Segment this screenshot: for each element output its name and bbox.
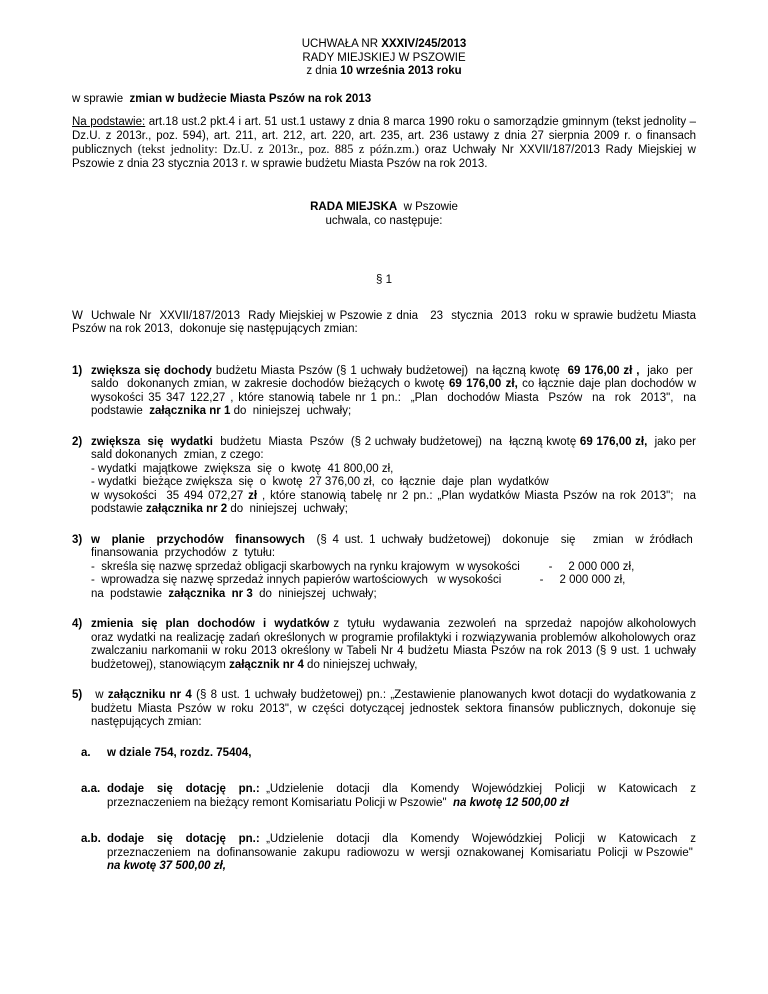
section-mark: § 1 — [376, 274, 392, 286]
sub-item-aa-label: a.a. — [81, 783, 101, 795]
sub-item-aa-body: dodaje się dotację pn.: „Udzielenie dotacji dla Komendy Wojewódzkiej Policji w Katowicach z przeznaczeniem na bieżący remont Komisariatu Policji w Pszowie" na kwotę 12 500,00 zł — [107, 783, 696, 809]
list-item-1-label: 1) — [72, 364, 83, 377]
council-name-line: RADA MIEJSKA w Pszowie — [310, 201, 458, 213]
council-resolves-line: uchwala, co następuje: — [325, 214, 443, 227]
sub-item-ab — [72, 833, 696, 874]
list-item-3-body: w planie przychodów finansowych (§ 4 ust. 1 uchwały budżetowej) dokonuje się zmian w źródłach finansowania przychodów z tytułu: - skreśla się nazwę sprzedaż obligacji skarbowych na rynku krajowym w wysokości - 2 000 000 zł, - wprowadza się nazwę sprzedaż innych papierów wartościowych w wysokości - 2 000 000 zł, na podstawie załącznika nr 3 do niniejszej uchwały; — [91, 533, 696, 600]
sub-item-ab-body: dodaje się dotację pn.: „Udzielenie dotacji dla Komendy Wojewódzkiej Policji w Katowicach z przeznaczeniem na dofinansowanie zakupu radiowozu w wersji oznakowanej Komisariatu Policji w Pszowie" na kwotę 37 500,00 zł, — [107, 833, 696, 872]
list-item-3 — [72, 534, 696, 602]
intro-paragraph: W Uchwale Nr XXVII/187/2013 Rady Miejskiej w Pszowie z dnia 23 stycznia 2013 roku w sprawie budżetu Miasta Pszów na rok 2013, dokonuje się następujących zmian: — [72, 309, 696, 335]
council-heading — [72, 201, 696, 228]
sub-item-a-body: w dziale 754, rozdz. 75404, — [107, 746, 252, 759]
list-item-2-body: zwiększa się wydatki budżetu Miasta Pszów (§ 2 uchwały budżetowej) na łączną kwotę 69 176,00 zł, jako per sald dokonanych zmian, z czego: - wydatki majątkowe zwiększa się o kwotę 41 800,00 zł, - wydatki bieżące zwiększa się o kwotę 27 376,00 zł, co łącznie daje plan wydatków w wysokości 35 494 072,27 zł , które stanowią tabelę nr 2 pn.: „Plan wydatków Miasta Pszów na rok 2013"; na podstawie załącznika nr 2 do niniejszej uchwały; — [91, 435, 697, 515]
document-title — [72, 38, 696, 79]
title-line-council-name: RADY MIEJSKIEJ W PSZOWIE — [302, 51, 466, 64]
list-item-4 — [72, 618, 696, 672]
sub-item-aa — [72, 783, 696, 810]
sub-item-a-label: a. — [81, 746, 91, 759]
list-item-2-label: 2) — [72, 435, 83, 448]
list-item-2 — [72, 436, 696, 517]
list-item-3-label: 3) — [72, 533, 83, 546]
list-item-5-body: w załączniku nr 4 (§ 8 ust. 1 uchwały budżetowej) pn.: „Zestawienie planowanych kwot dotacji do wydatkowania z budżetu Miasta Pszów w roku 2013", w części dotyczącej jednostek sektora finansów publicznych, dokonuje się następujących zmian: — [91, 689, 696, 728]
sub-item-ab-label: a.b. — [81, 833, 101, 845]
list-item-1 — [72, 365, 696, 419]
list-item-5-label: 5) — [72, 689, 83, 701]
sub-item-a — [72, 747, 696, 761]
list-item-4-label: 4) — [72, 618, 83, 630]
title-line-date: z dnia 10 września 2013 roku — [306, 65, 462, 77]
list-item-5 — [72, 689, 696, 730]
title-line-resolution-number: UCHWAŁA NR XXXIV/245/2013 — [301, 38, 467, 50]
legal-basis-paragraph: Na podstawie: art.18 ust.2 pkt.4 i art. 51 ust.1 ustawy z dnia 8 marca 1990 roku o samorządzie gminnym (tekst jednolity – Dz.U. z 2013r., poz. 594), art. 211, art. 212, art. 220, art. 235, art. 236 ustawy z dnia 27 sierpnia 2009 r. o finansach publicznych (tekst jednolity: Dz.U. z 2013r., poz. 885 z późn.zm.) oraz Uchwały Nr XXVII/187/2013 Rady Miejskiej w Pszowie z dnia 23 stycznia 2013 r. w sprawie budżetu Miasta Pszów na rok 2013. — [72, 116, 697, 170]
list-item-4-body: zmienia się plan dochodów i wydatków z tytułu wydawania zezwoleń na sprzedaż napojów alkoholowych oraz wydatki na realizację zadań określonych w programie profilaktyki i rozwiązywania problemów alkoholowych oraz zwalczaniu narkomanii w roku 2013 określony w Tabeli Nr 4 budżetu Miasta Pszów na rok 2013 (§ 9 ust. 1 uchwały budżetowej), stanowiącym załącznik nr 4 do niniejszej uchwały, — [91, 618, 696, 671]
subject-line: w sprawie zmian w budżecie Miasta Pszów na rok 2013 — [72, 92, 372, 105]
list-item-1-body: zwiększa się dochody budżetu Miasta Pszów (§ 1 uchwały budżetowej) na łączną kwotę 69 176,00 zł , jako per saldo dokonanych zmian, w zakresie dochodów bieżących o kwotę 69 176,00 zł, co łącznie daje plan dochodów w wysokości 35 347 122,27 , które stanowią tabele nr 1 pn.: „Plan dochodów Miasta Pszów na rok 2013", na podstawie załącznika nr 1 do niniejszej uchwały; — [91, 364, 696, 417]
